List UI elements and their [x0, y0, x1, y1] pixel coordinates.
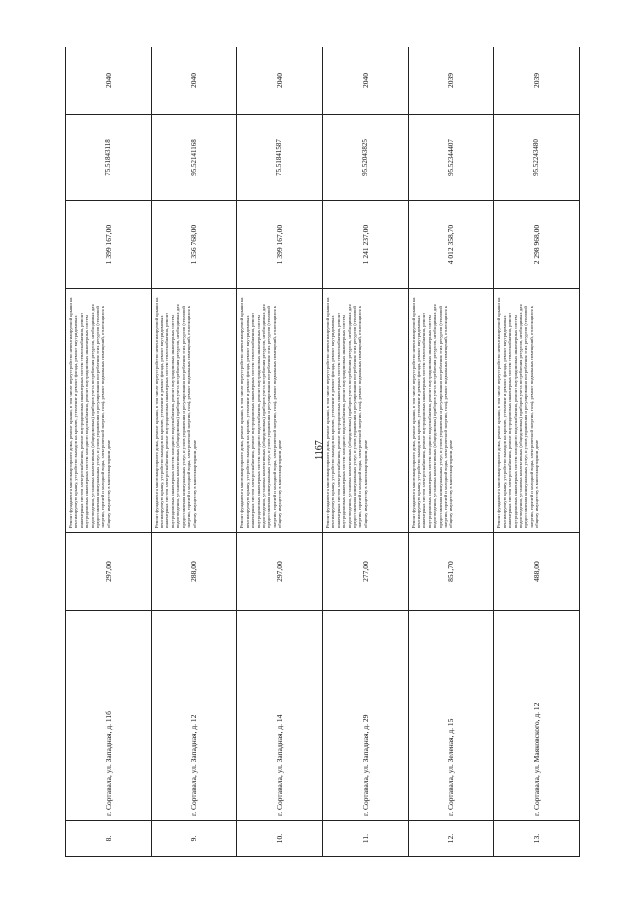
- row-area: 488,00: [494, 533, 580, 611]
- row-number: 11.: [322, 821, 408, 857]
- row-cost: 1 241 237,00: [322, 201, 408, 289]
- row-number: 13.: [494, 821, 580, 857]
- row-address: г. Сортавала, ул. Маяковского, д. 12: [494, 611, 580, 821]
- row-code: 75.51843118: [66, 115, 152, 201]
- row-code: 95.52344407: [408, 115, 494, 201]
- row-address: г. Сортавала, ул. Зеленая, д. 15: [408, 611, 494, 821]
- page-number: 1167: [314, 440, 325, 460]
- row-area: 288,00: [151, 533, 237, 611]
- table-row: [494, 47, 580, 857]
- table-row: [237, 47, 323, 857]
- table-body: [66, 47, 580, 857]
- row-code: 95.52043825: [322, 115, 408, 201]
- row-code: 95.52243480: [494, 115, 580, 201]
- row-cost: 1 356 768,00: [151, 201, 237, 289]
- row-number: 9.: [151, 821, 237, 857]
- row-works: Ремонт фундамента многоквартирного дома, ремонт крыши, в том числе переустройство невентилируемой крыши на вентилируемую крышу, устройство выходов на кровлю, утепление и ремонт фасада, ремонт внутридомовых инженерных систем электроснабжения, ремонт внутридомовых инженерных систем теплоснабжения, ремонт внутридомовых инженерных систем холодного водоснабжения, ремонт внутридомовых инженерных систем водоотведения, установка коллективных (общедомовых) приборов учета потребления ресурсов, необходимых для предоставления коммунальных услуг, и узлов управления и регулирования потребления этих ресурсов (тепловой энергии, горячей и холодной воды, электрической энергии, газа), ремонт подвальных помещений, относящихся к общему имуществу в многоквартирном доме: [322, 289, 408, 533]
- row-address: г. Сортавала, ул. Западная, д. 29: [322, 611, 408, 821]
- row-area: 851,70: [408, 533, 494, 611]
- table-row: [322, 47, 408, 857]
- row-year: 2040: [322, 47, 408, 115]
- row-cost: 4 012 358,70: [408, 201, 494, 289]
- table-row: [408, 47, 494, 857]
- row-area: 297,00: [66, 533, 152, 611]
- row-year: 2040: [237, 47, 323, 115]
- row-year: 2040: [66, 47, 152, 115]
- row-code: 95.52141168: [151, 115, 237, 201]
- row-cost: 1 399 167,00: [66, 201, 152, 289]
- row-address: г. Сортавала, ул. Западная, д. 12: [151, 611, 237, 821]
- row-works: Ремонт фундамента многоквартирного дома, ремонт крыши, в том числе переустройство невентилируемой крыши на вентилируемую крышу, устройство выходов на кровлю, утепление и ремонт фасада, ремонт внутридомовых инженерных систем электроснабжения, ремонт внутридомовых инженерных систем теплоснабжения, ремонт внутридомовых инженерных систем холодного водоснабжения, ремонт внутридомовых инженерных систем водоотведения, установка коллективных (общедомовых) приборов учета потребления ресурсов, необходимых для предоставления коммунальных услуг, и узлов управления и регулирования потребления этих ресурсов (тепловой энергии, горячей и холодной воды, электрической энергии, газа), ремонт подвальных помещений, относящихся к общему имуществу в многоквартирном доме: [66, 289, 152, 533]
- row-address: г. Сортавала, ул. Западная, д. 11б: [66, 611, 152, 821]
- works-table: [65, 47, 580, 857]
- row-works: Ремонт фундамента многоквартирного дома, ремонт крыши, в том числе переустройство невентилируемой крыши на вентилируемую крышу, устройство выходов на кровлю, утепление и ремонт фасада, ремонт внутридомовых инженерных систем электроснабжения, ремонт внутридомовых инженерных систем теплоснабжения, ремонт внутридомовых инженерных систем холодного водоснабжения, ремонт внутридомовых инженерных систем водоотведения, установка коллективных (общедомовых) приборов учета потребления ресурсов, необходимых для предоставления коммунальных услуг, и узлов управления и регулирования потребления этих ресурсов (тепловой энергии, горячей и холодной воды, электрической энергии, газа), ремонт подвальных помещений, относящихся к общему имуществу в многоквартирном доме: [408, 289, 494, 533]
- row-address: г. Сортавала, ул. Западная, д. 14: [237, 611, 323, 821]
- row-works: Ремонт фундамента многоквартирного дома, ремонт крыши, в том числе переустройство невентилируемой крыши на вентилируемую крышу, устройство выходов на кровлю, утепление и ремонт фасада, ремонт внутридомовых инженерных систем электроснабжения, ремонт внутридомовых инженерных систем теплоснабжения, ремонт внутридомовых инженерных систем холодного водоснабжения, ремонт внутридомовых инженерных систем водоотведения, установка коллективных (общедомовых) приборов учета потребления ресурсов, необходимых для предоставления коммунальных услуг, и узлов управления и регулирования потребления этих ресурсов (тепловой энергии, горячей и холодной воды, электрической энергии, газа), ремонт подвальных помещений, относящихся к общему имуществу в многоквартирном доме: [151, 289, 237, 533]
- row-number: 8.: [66, 821, 152, 857]
- row-code: 75.51841587: [237, 115, 323, 201]
- row-number: 10.: [237, 821, 323, 857]
- row-works: Ремонт фундамента многоквартирного дома, ремонт крыши, в том числе переустройство невентилируемой крыши на вентилируемую крышу, устройство выходов на кровлю, утепление и ремонт фасада, ремонт внутридомовых инженерных систем электроснабжения, ремонт внутридомовых инженерных систем теплоснабжения, ремонт внутридомовых инженерных систем холодного водоснабжения, ремонт внутридомовых инженерных систем водоотведения, установка коллективных (общедомовых) приборов учета потребления ресурсов, необходимых для предоставления коммунальных услуг, и узлов управления и регулирования потребления этих ресурсов (тепловой энергии, горячей и холодной воды, электрической энергии, газа), ремонт подвальных помещений, относящихся к общему имуществу в многоквартирном доме: [237, 289, 323, 533]
- row-cost: 1 399 167,00: [237, 201, 323, 289]
- table-container: [65, 47, 580, 857]
- table-row: [66, 47, 152, 857]
- row-area: 277,00: [322, 533, 408, 611]
- table-row: [151, 47, 237, 857]
- row-area: 297,00: [237, 533, 323, 611]
- rotated-table: [65, 47, 580, 857]
- row-year: 2039: [408, 47, 494, 115]
- row-year: 2039: [494, 47, 580, 115]
- row-works: Ремонт фундамента многоквартирного дома, ремонт крыши, в том числе переустройство невентилируемой крыши на вентилируемую крышу, устройство выходов на кровлю, утепление и ремонт фасада, ремонт внутридомовых инженерных систем электроснабжения, ремонт внутридомовых инженерных систем теплоснабжения, ремонт внутридомовых инженерных систем холодного водоснабжения, ремонт внутридомовых инженерных систем водоотведения, установка коллективных (общедомовых) приборов учета потребления ресурсов, необходимых для предоставления коммунальных услуг, и узлов управления и регулирования потребления этих ресурсов (тепловой энергии, горячей и холодной воды, электрической энергии, газа), ремонт подвальных помещений, относящихся к общему имуществу в многоквартирном доме: [494, 289, 580, 533]
- row-number: 12.: [408, 821, 494, 857]
- row-cost: 2 298 968,00: [494, 201, 580, 289]
- row-year: 2040: [151, 47, 237, 115]
